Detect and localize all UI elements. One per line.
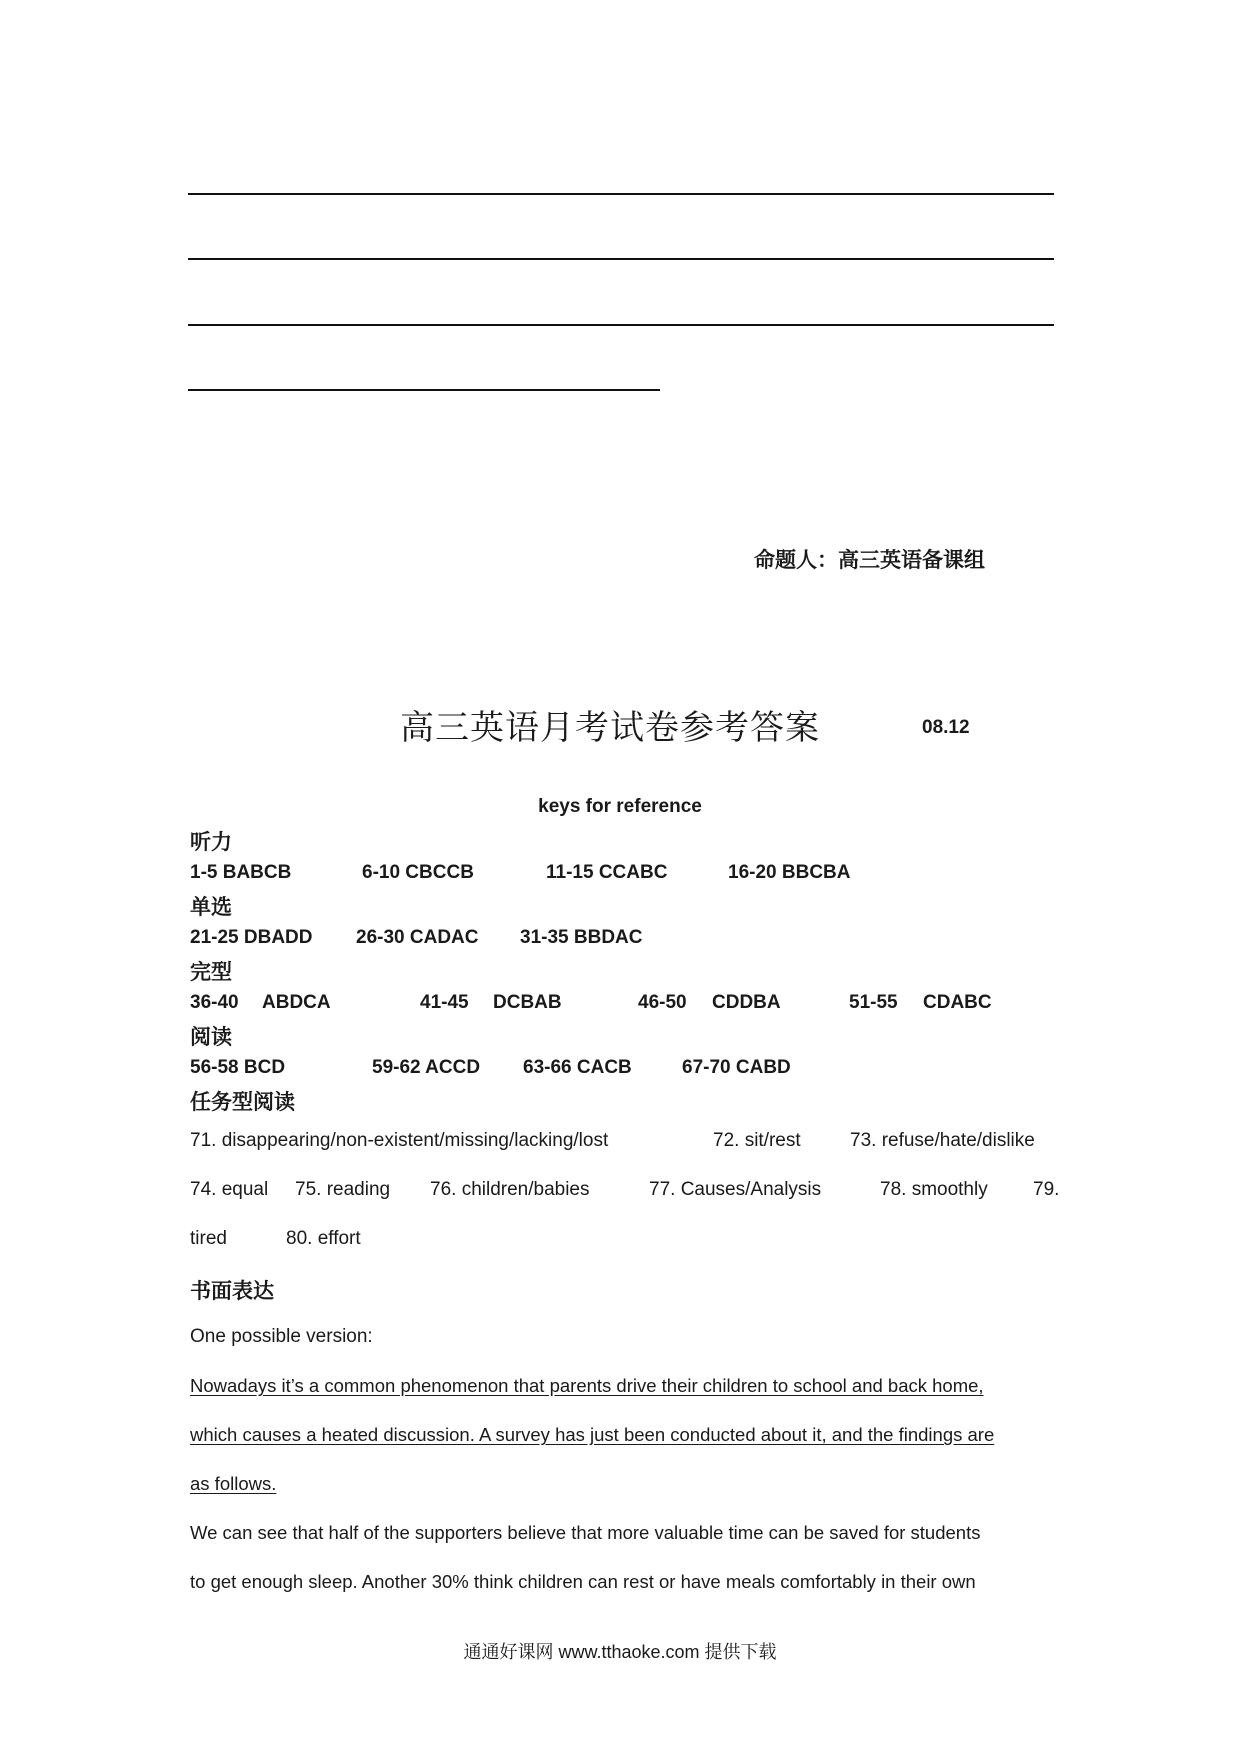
answer-group: 31-35 BBDAC <box>520 927 643 948</box>
task-answer: 73. refuse/hate/dislike <box>850 1130 1035 1151</box>
page-footer: 通通好课网 www.tthaoke.com 提供下载 <box>463 1642 777 1662</box>
answer-group: 16-20 BBCBA <box>728 862 851 883</box>
answer-range: 36-40 <box>190 992 239 1013</box>
task-answer: 77. Causes/Analysis <box>649 1179 822 1200</box>
answer-group: 1-5 BABCB <box>190 862 292 883</box>
task-answer: 78. smoothly <box>880 1179 988 1200</box>
blank-line-1 <box>188 193 1054 195</box>
answer-group: 21-25 DBADD <box>190 927 313 948</box>
task-answer: 71. disappearing/non-existent/missing/lacking/lost <box>190 1130 609 1151</box>
section-heading-writing: 书面表达 <box>190 1280 274 1303</box>
task-answer: 80. effort <box>286 1228 361 1249</box>
section-heading-cloze: 完型 <box>190 961 232 984</box>
author-line: 命题人：高三英语备课组 <box>754 549 985 572</box>
answer-value: DCBAB <box>493 992 562 1013</box>
section-heading-reading: 阅读 <box>190 1026 232 1049</box>
blank-line-3 <box>188 324 1054 326</box>
writing-line: to get enough sleep. Another 30% think children can rest or have meals comfortably in their own <box>190 1571 976 1592</box>
answer-value: CDABC <box>923 992 992 1013</box>
section-heading-listening: 听力 <box>190 831 232 854</box>
blank-line-2 <box>188 258 1054 260</box>
task-answer: 75. reading <box>295 1179 391 1200</box>
section-heading-task-reading: 任务型阅读 <box>190 1091 295 1114</box>
document-date: 08.12 <box>922 717 970 738</box>
answer-range: 51-55 <box>849 992 898 1013</box>
document-subtitle: keys for reference <box>538 796 702 817</box>
answer-group: 59-62 ACCD <box>372 1057 481 1078</box>
answer-group: 67-70 CABD <box>682 1057 791 1078</box>
blank-line-4 <box>188 389 660 391</box>
task-answer: tired <box>190 1228 227 1249</box>
answer-range: 41-45 <box>420 992 469 1013</box>
writing-intro: One possible version: <box>190 1326 373 1347</box>
answer-group: 11-15 CCABC <box>546 862 668 883</box>
document-title: 高三英语月考试卷参考答案 <box>400 709 820 747</box>
section-heading-multiple-choice: 单选 <box>190 896 232 919</box>
answer-group: 63-66 CACB <box>523 1057 632 1078</box>
answer-range: 46-50 <box>638 992 687 1013</box>
task-answer: 76. children/babies <box>430 1179 590 1200</box>
answer-group: 6-10 CBCCB <box>362 862 474 883</box>
answer-group: 56-58 BCD <box>190 1057 286 1078</box>
writing-line: which causes a heated discussion. A survey has just been conducted about it, and the findings are <box>190 1424 995 1445</box>
task-answer: 79. <box>1033 1179 1060 1200</box>
writing-line: We can see that half of the supporters believe that more valuable time can be saved for students <box>190 1522 981 1543</box>
task-answer: 74. equal <box>190 1179 269 1200</box>
answer-value: ABDCA <box>262 992 331 1013</box>
answer-value: CDDBA <box>712 992 781 1013</box>
task-answer: 72. sit/rest <box>713 1130 801 1151</box>
writing-line: Nowadays it’s a common phenomenon that parents drive their children to school and back home, <box>190 1375 984 1396</box>
answer-group: 26-30 CADAC <box>356 927 479 948</box>
writing-line: as follows. <box>190 1473 277 1494</box>
